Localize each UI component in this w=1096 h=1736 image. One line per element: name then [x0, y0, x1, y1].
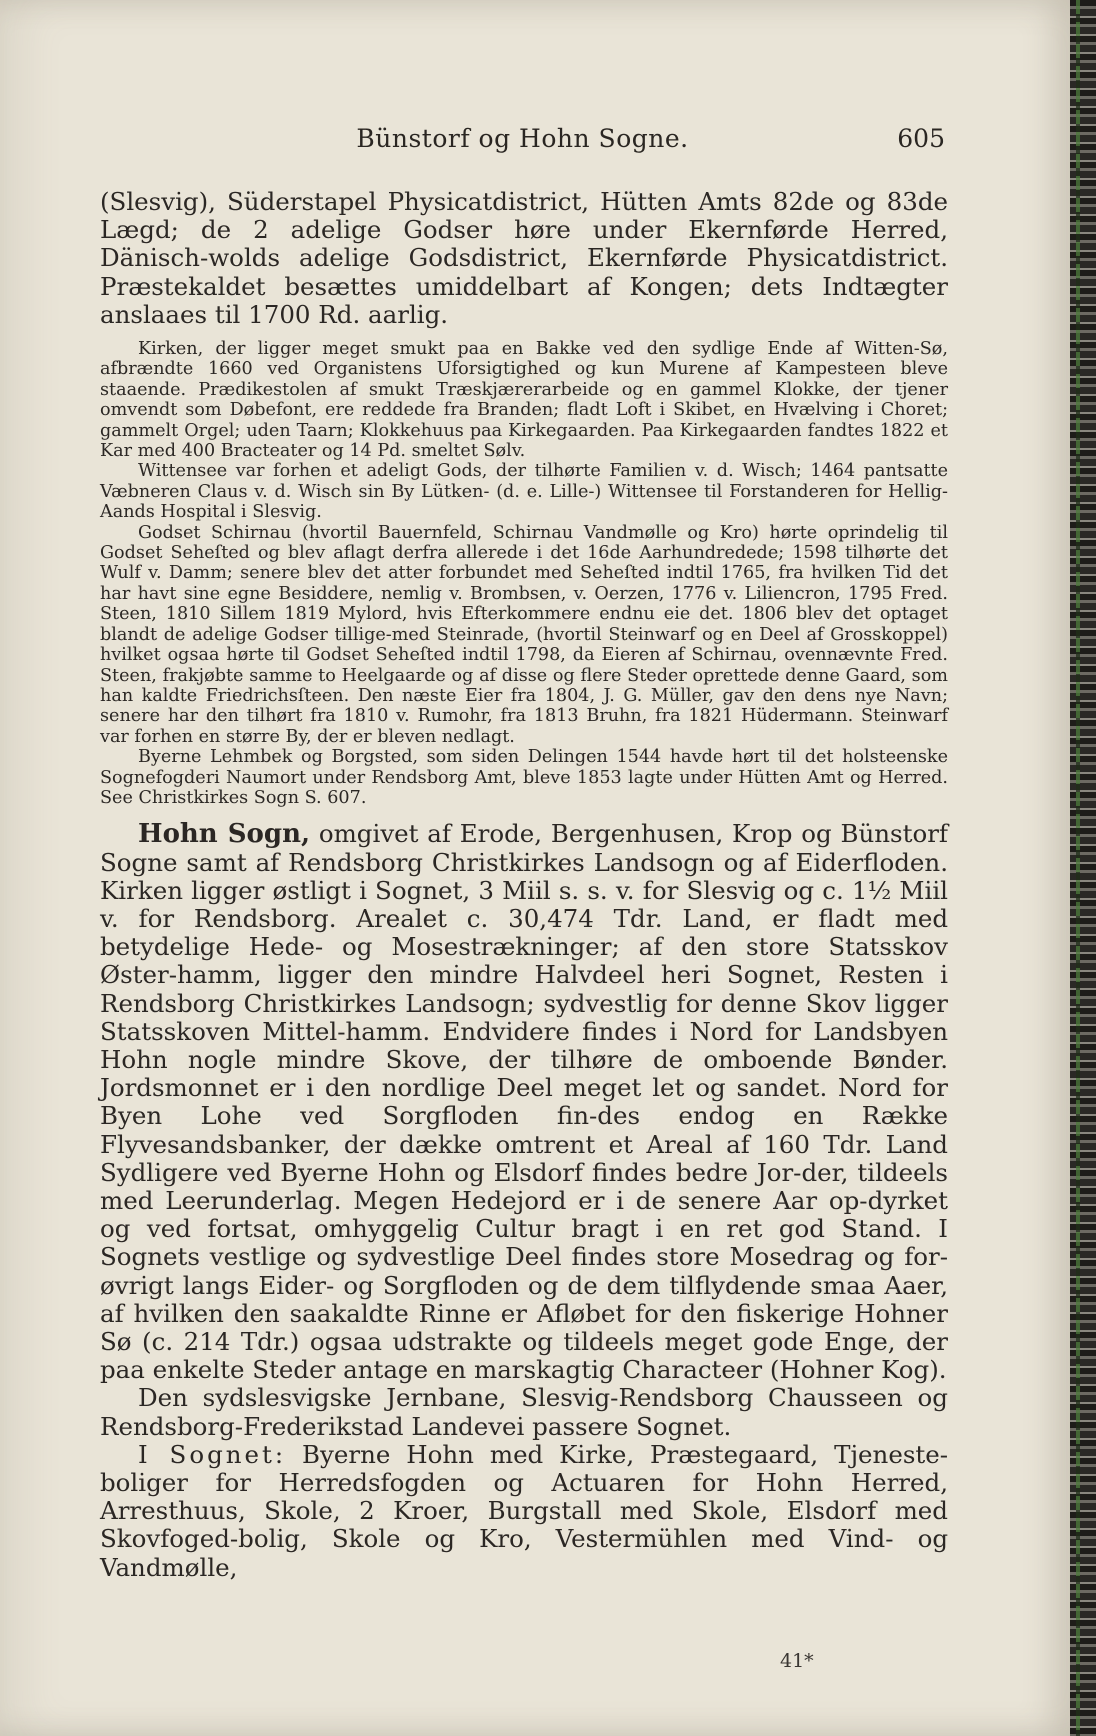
- page-number: 605: [897, 124, 945, 153]
- running-head: Bünstorf og Hohn Sogne.: [356, 124, 689, 153]
- note-lehmbek: Byerne Lehmbek og Borgsted, som siden Delingen 1544 havde hørt til det holsteenske Sognefogderi Naumort under Rendsborg Amt, bleve 1853 lagte under Hütten Amt og Herred. See Christkirkes Sogn S. 607.: [100, 747, 948, 808]
- note-schirnau: Godset Schirnau (hvortil Bauernfeld, Schirnau Vandmølle og Kro) hørte oprindelig til Godset Seheſted og blev aflagt derfra allerede i det 16de Aarhundredede; 1598 tilhørte det Wulf v. Damm; senere blev det atter forbundet med Seheſted indtil 1765, fra hvilken Tid det har havt sine egne Besiddere, nemlig v. Brombsen, v. Oerzen, 1776 v. Liliencron, 1795 Fred. Steen, 1810 Sillem 1819 Mylord, hvis Efterkommere endnu eie det. 1806 blev det optaget blandt de adelige Godser tillige-med Steinrade, (hvortil Steinwarf og en Deel af Grosskoppel) hvilket ogsaa hørte til Godset Seheſted indtil 1798, da Eieren af Schirnau, ovennævnte Fred. Steen, frakjøbte samme to Heelgaarde og af disse og flere Steder oprettede denne Gaard, som han kaldte Friedrichsſteen. Den næste Eier fra 1804, J. G. Müller, gav den dens nye Navn; senere har den tilhørt fra 1810 v. Rumohr, fra 1813 Bruhn, fra 1821 Hüdermann. Steinwarf var forhen en større By, der er bleven nedlagt.: [100, 522, 948, 747]
- villages-lead: I Sognet:: [138, 1439, 287, 1469]
- paragraph-continued: (Slesvig), Süderstapel Physicatdistrict, Hütten Amts 82de og 83de Lægd; de 2 adelige Godser høre under Ekernførde Herred, Dänisch-wolds adelige Godsdistrict, Ekernførde Physicatdistrict. Præstekaldet besættes umiddelbart af Kongen; dets Indtægter anslaaes til 1700 Rd. aarlig.: [100, 187, 948, 329]
- page-header: [100, 124, 945, 160]
- entry-text: omgivet af Erode, Bergenhusen, Krop og Bünstorf Sogne samt af Rendsborg Christkirkes Landsogn og af Eiderfloden. Kirken ligger østligt i Sognet, 3 Miil s. s. v. for Slesvig og c. 1½ Miil v. for Rendsborg. Arealet c. 30,474 Tdr. Land, er fladt med betydelige Hede- og Mosestrækninger; af den store Statsskov Øster-hamm, ligger den mindre Halvdeel heri Sognet, Resten i Rendsborg Christkirkes Landsogn; sydvestlig for denne Skov ligger Statsskoven Mittel-hamm. Endvidere findes i Nord for Landsbyen Hohn nogle mindre Skove, der tilhøre de omboende Bønder. Jordsmonnet er i den nordlige Deel meget let og sandet. Nord for Byen Lohe ved Sorgfloden fin-des endog en Række Flyvesandsbanker, der dække omtrent et Areal af 160 Tdr. Land Sydligere ved Byerne Hohn og Elsdorf findes bedre Jor-der, tildeels med Leerunderlag. Megen Hedejord er i de senere Aar op-dyrket og ved fortsat, omhyggelig Cultur bragt i en ret god Stand. I Sognets vestlige og sydvestlige Deel findes store Mosedrag og for-øvrigt langs Eider- og Sorgfloden og de dem tilflydende smaa Aaer, af hvilken den saakaldte Rinne er Afløbet for den fiskerige Hohner Sø (c. 214 Tdr.) ogsaa udstrakte og tildeels meget gode Enge, der paa enkelte Steder antage en marskagtig Characteer (Hohner Kog).: [100, 819, 948, 1385]
- book-edge: [1070, 0, 1096, 1736]
- note-wittensee: Wittensee var forhen et adeligt Gods, der tilhørte Familien v. d. Wisch; 1464 pantsatte Væbneren Claus v. d. Wisch sin By Lütken- (d. e. Lille-) Wittensee til Forstanderen for Hellig-Aands Hospital i Slesvig.: [100, 461, 948, 523]
- note-church: Kirken, der ligger meget smukt paa en Bakke ved den sydlige Ende af Witten-Sø, afbrændte 1660 ved Organistens Uforsigtighed og kun Murene af Kampesteen bleve staaende. Prædikestolen af smukt Træskjærerarbeide og en gammel Klokke, der tjener omvendt som Døbefont, ere reddede fra Branden; fladt Loft i Skibet, en Hvælving i Choret; gammelt Orgel; uden Taarn; Klokkehuus paa Kirkegaarden. Paa Kirkegaarden fandtes 1822 et Kar med 400 Bracteater og 14 Pd. smeltet Sølv.: [100, 339, 948, 462]
- paragraph-hohn-sogn: [100, 820, 948, 1384]
- villages-text: Byerne Hohn med Kirke, Præstegaard, Tjeneste-boliger for Herredsfogden og Actuaren for Hohn Herred, Arresthuus, Skole, 2 Kroer, Burgstall med Skole, Elsdorf med Skovfoged-bolig, Skole og Kro, Vestermühlen med Vind- og Vandmølle,: [100, 1439, 949, 1582]
- page-body: [100, 188, 948, 1582]
- entry-heading: Hohn Sogn,: [138, 819, 311, 850]
- signature-mark: 41*: [780, 1650, 814, 1672]
- paragraph-railway: Den sydslesvigske Jernbane, Slesvig-Rendsborg Chausseen og Rendsborg-Frederikstad Landevei passere Sognet.: [100, 1383, 948, 1441]
- paragraph-villages: [100, 1441, 948, 1582]
